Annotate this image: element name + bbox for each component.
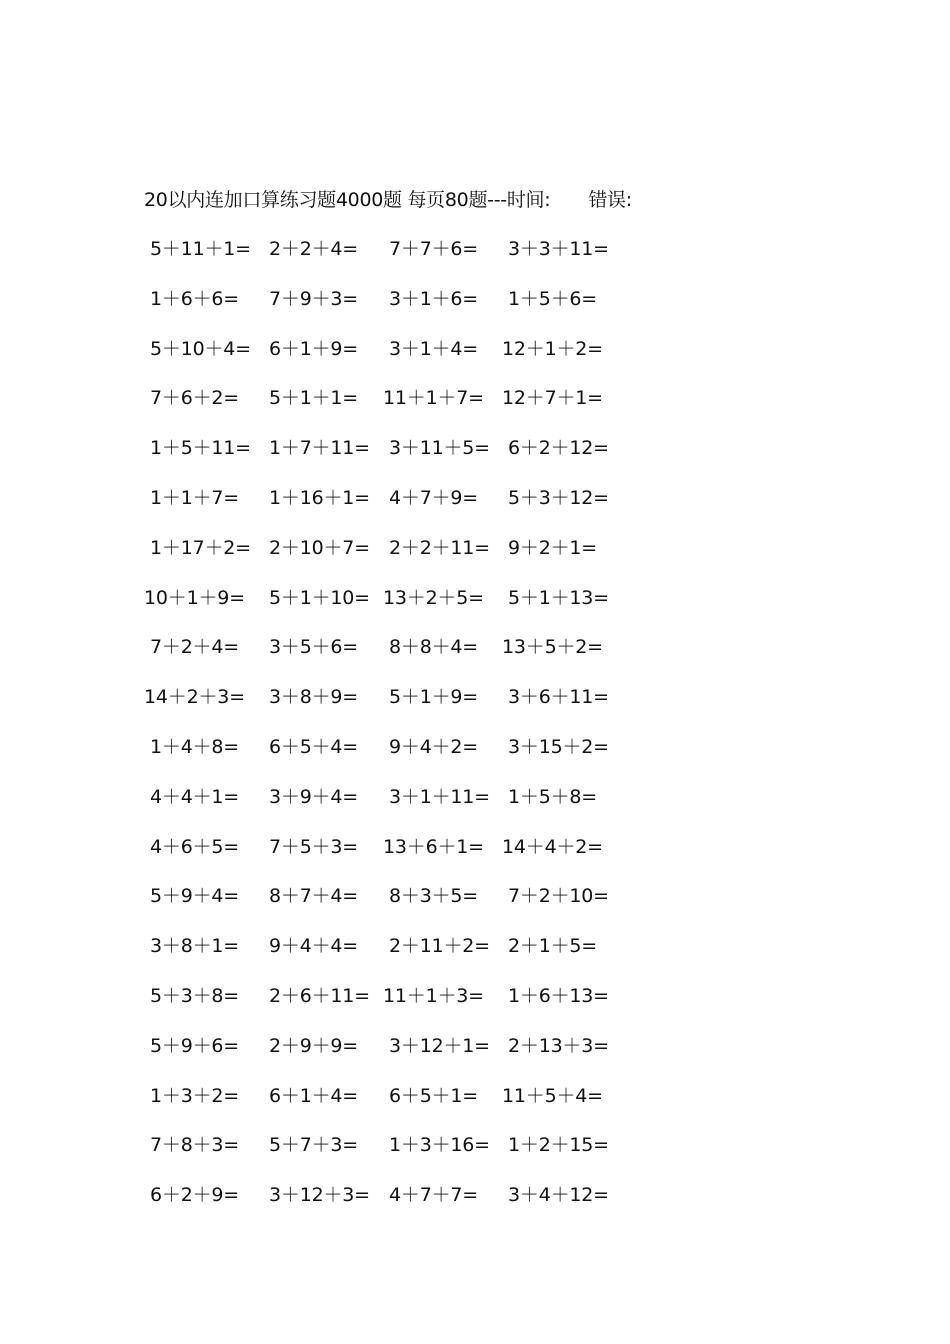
- problem-item: 3＋9＋4=: [269, 786, 358, 808]
- problem-item: 5＋1＋1=: [269, 387, 358, 409]
- problem-item: 4＋6＋5=: [150, 836, 239, 858]
- problem-item: 1＋2＋15=: [508, 1134, 609, 1156]
- problem-item: 5＋3＋8=: [150, 985, 239, 1007]
- problem-item: 7＋5＋3=: [269, 836, 358, 858]
- problem-item: 13＋5＋2=: [502, 636, 603, 658]
- problem-item: 5＋9＋4=: [150, 885, 239, 907]
- problem-item: 12＋7＋1=: [502, 387, 603, 409]
- problem-item: 1＋5＋11=: [150, 437, 251, 459]
- problem-item: 1＋7＋11=: [269, 437, 370, 459]
- problem-item: 9＋4＋4=: [269, 935, 358, 957]
- problem-item: 1＋1＋7=: [150, 487, 239, 509]
- problem-item: 5＋11＋1=: [150, 238, 251, 260]
- problem-item: 6＋5＋1=: [389, 1085, 478, 1107]
- problem-item: 3＋11＋5=: [389, 437, 490, 459]
- problem-item: 1＋3＋2=: [150, 1085, 239, 1107]
- problem-item: 2＋1＋5=: [508, 935, 597, 957]
- problem-item: 3＋5＋6=: [269, 636, 358, 658]
- problem-item: 3＋4＋12=: [508, 1184, 609, 1206]
- problem-item: 6＋2＋12=: [508, 437, 609, 459]
- problem-item: 13＋2＋5=: [383, 587, 484, 609]
- problem-item: 7＋6＋2=: [150, 387, 239, 409]
- problem-item: 5＋1＋9=: [389, 686, 478, 708]
- problem-item: 14＋4＋2=: [502, 836, 603, 858]
- problem-item: 6＋1＋4=: [269, 1085, 358, 1107]
- problem-item: 3＋3＋11=: [508, 238, 609, 260]
- problem-item: 11＋1＋7=: [383, 387, 484, 409]
- problem-item: 4＋7＋7=: [389, 1184, 478, 1206]
- problem-item: 7＋2＋4=: [150, 636, 239, 658]
- problem-item: 5＋3＋12=: [508, 487, 609, 509]
- problem-item: 2＋10＋7=: [269, 537, 370, 559]
- problem-item: 11＋5＋4=: [502, 1085, 603, 1107]
- problem-item: 13＋6＋1=: [383, 836, 484, 858]
- problem-item: 2＋2＋11=: [389, 537, 490, 559]
- problem-item: 7＋7＋6=: [389, 238, 478, 260]
- problem-item: 10＋1＋9=: [144, 587, 245, 609]
- problem-item: 11＋1＋3=: [383, 985, 484, 1007]
- problem-item: 8＋8＋4=: [389, 636, 478, 658]
- problem-item: 3＋8＋9=: [269, 686, 358, 708]
- problem-item: 1＋5＋6=: [508, 288, 597, 310]
- problem-item: 9＋2＋1=: [508, 537, 597, 559]
- problem-item: 1＋5＋8=: [508, 786, 597, 808]
- problem-item: 8＋7＋4=: [269, 885, 358, 907]
- problem-item: 1＋6＋13=: [508, 985, 609, 1007]
- problem-item: 2＋2＋4=: [269, 238, 358, 260]
- problem-item: 2＋13＋3=: [508, 1035, 609, 1057]
- problem-item: 3＋12＋3=: [269, 1184, 370, 1206]
- problem-item: 3＋1＋6=: [389, 288, 478, 310]
- problem-item: 1＋6＋6=: [150, 288, 239, 310]
- problem-item: 12＋1＋2=: [502, 338, 603, 360]
- problem-item: 3＋1＋11=: [389, 786, 490, 808]
- problem-item: 4＋4＋1=: [150, 786, 239, 808]
- problem-item: 7＋9＋3=: [269, 288, 358, 310]
- problem-item: 5＋7＋3=: [269, 1134, 358, 1156]
- problem-item: 5＋1＋10=: [269, 587, 370, 609]
- problem-item: 1＋17＋2=: [150, 537, 251, 559]
- problem-item: 1＋16＋1=: [269, 487, 370, 509]
- problem-item: 6＋1＋9=: [269, 338, 358, 360]
- problem-item: 6＋5＋4=: [269, 736, 358, 758]
- problem-item: 3＋15＋2=: [508, 736, 609, 758]
- problem-item: 3＋8＋1=: [150, 935, 239, 957]
- problem-item: 5＋9＋6=: [150, 1035, 239, 1057]
- problem-item: 4＋7＋9=: [389, 487, 478, 509]
- problem-item: 1＋3＋16=: [389, 1134, 490, 1156]
- errors-label: 错误:: [588, 189, 632, 211]
- problem-item: 3＋1＋4=: [389, 338, 478, 360]
- problem-item: 3＋6＋11=: [508, 686, 609, 708]
- problem-item: 3＋12＋1=: [389, 1035, 490, 1057]
- problem-item: 8＋3＋5=: [389, 885, 478, 907]
- problem-item: 2＋11＋2=: [389, 935, 490, 957]
- problem-item: 6＋2＋9=: [150, 1184, 239, 1206]
- problem-item: 5＋1＋13=: [508, 587, 609, 609]
- title-text: 20以内连加口算练习题4000题 每页80题---时间:: [144, 189, 551, 211]
- problem-item: 2＋9＋9=: [269, 1035, 358, 1057]
- problem-item: 7＋2＋10=: [508, 885, 609, 907]
- problem-item: 2＋6＋11=: [269, 985, 370, 1007]
- problem-item: 1＋4＋8=: [150, 736, 239, 758]
- problem-item: 14＋2＋3=: [144, 686, 245, 708]
- problem-item: 9＋4＋2=: [389, 736, 478, 758]
- problem-item: 5＋10＋4=: [150, 338, 251, 360]
- problem-item: 7＋8＋3=: [150, 1134, 239, 1156]
